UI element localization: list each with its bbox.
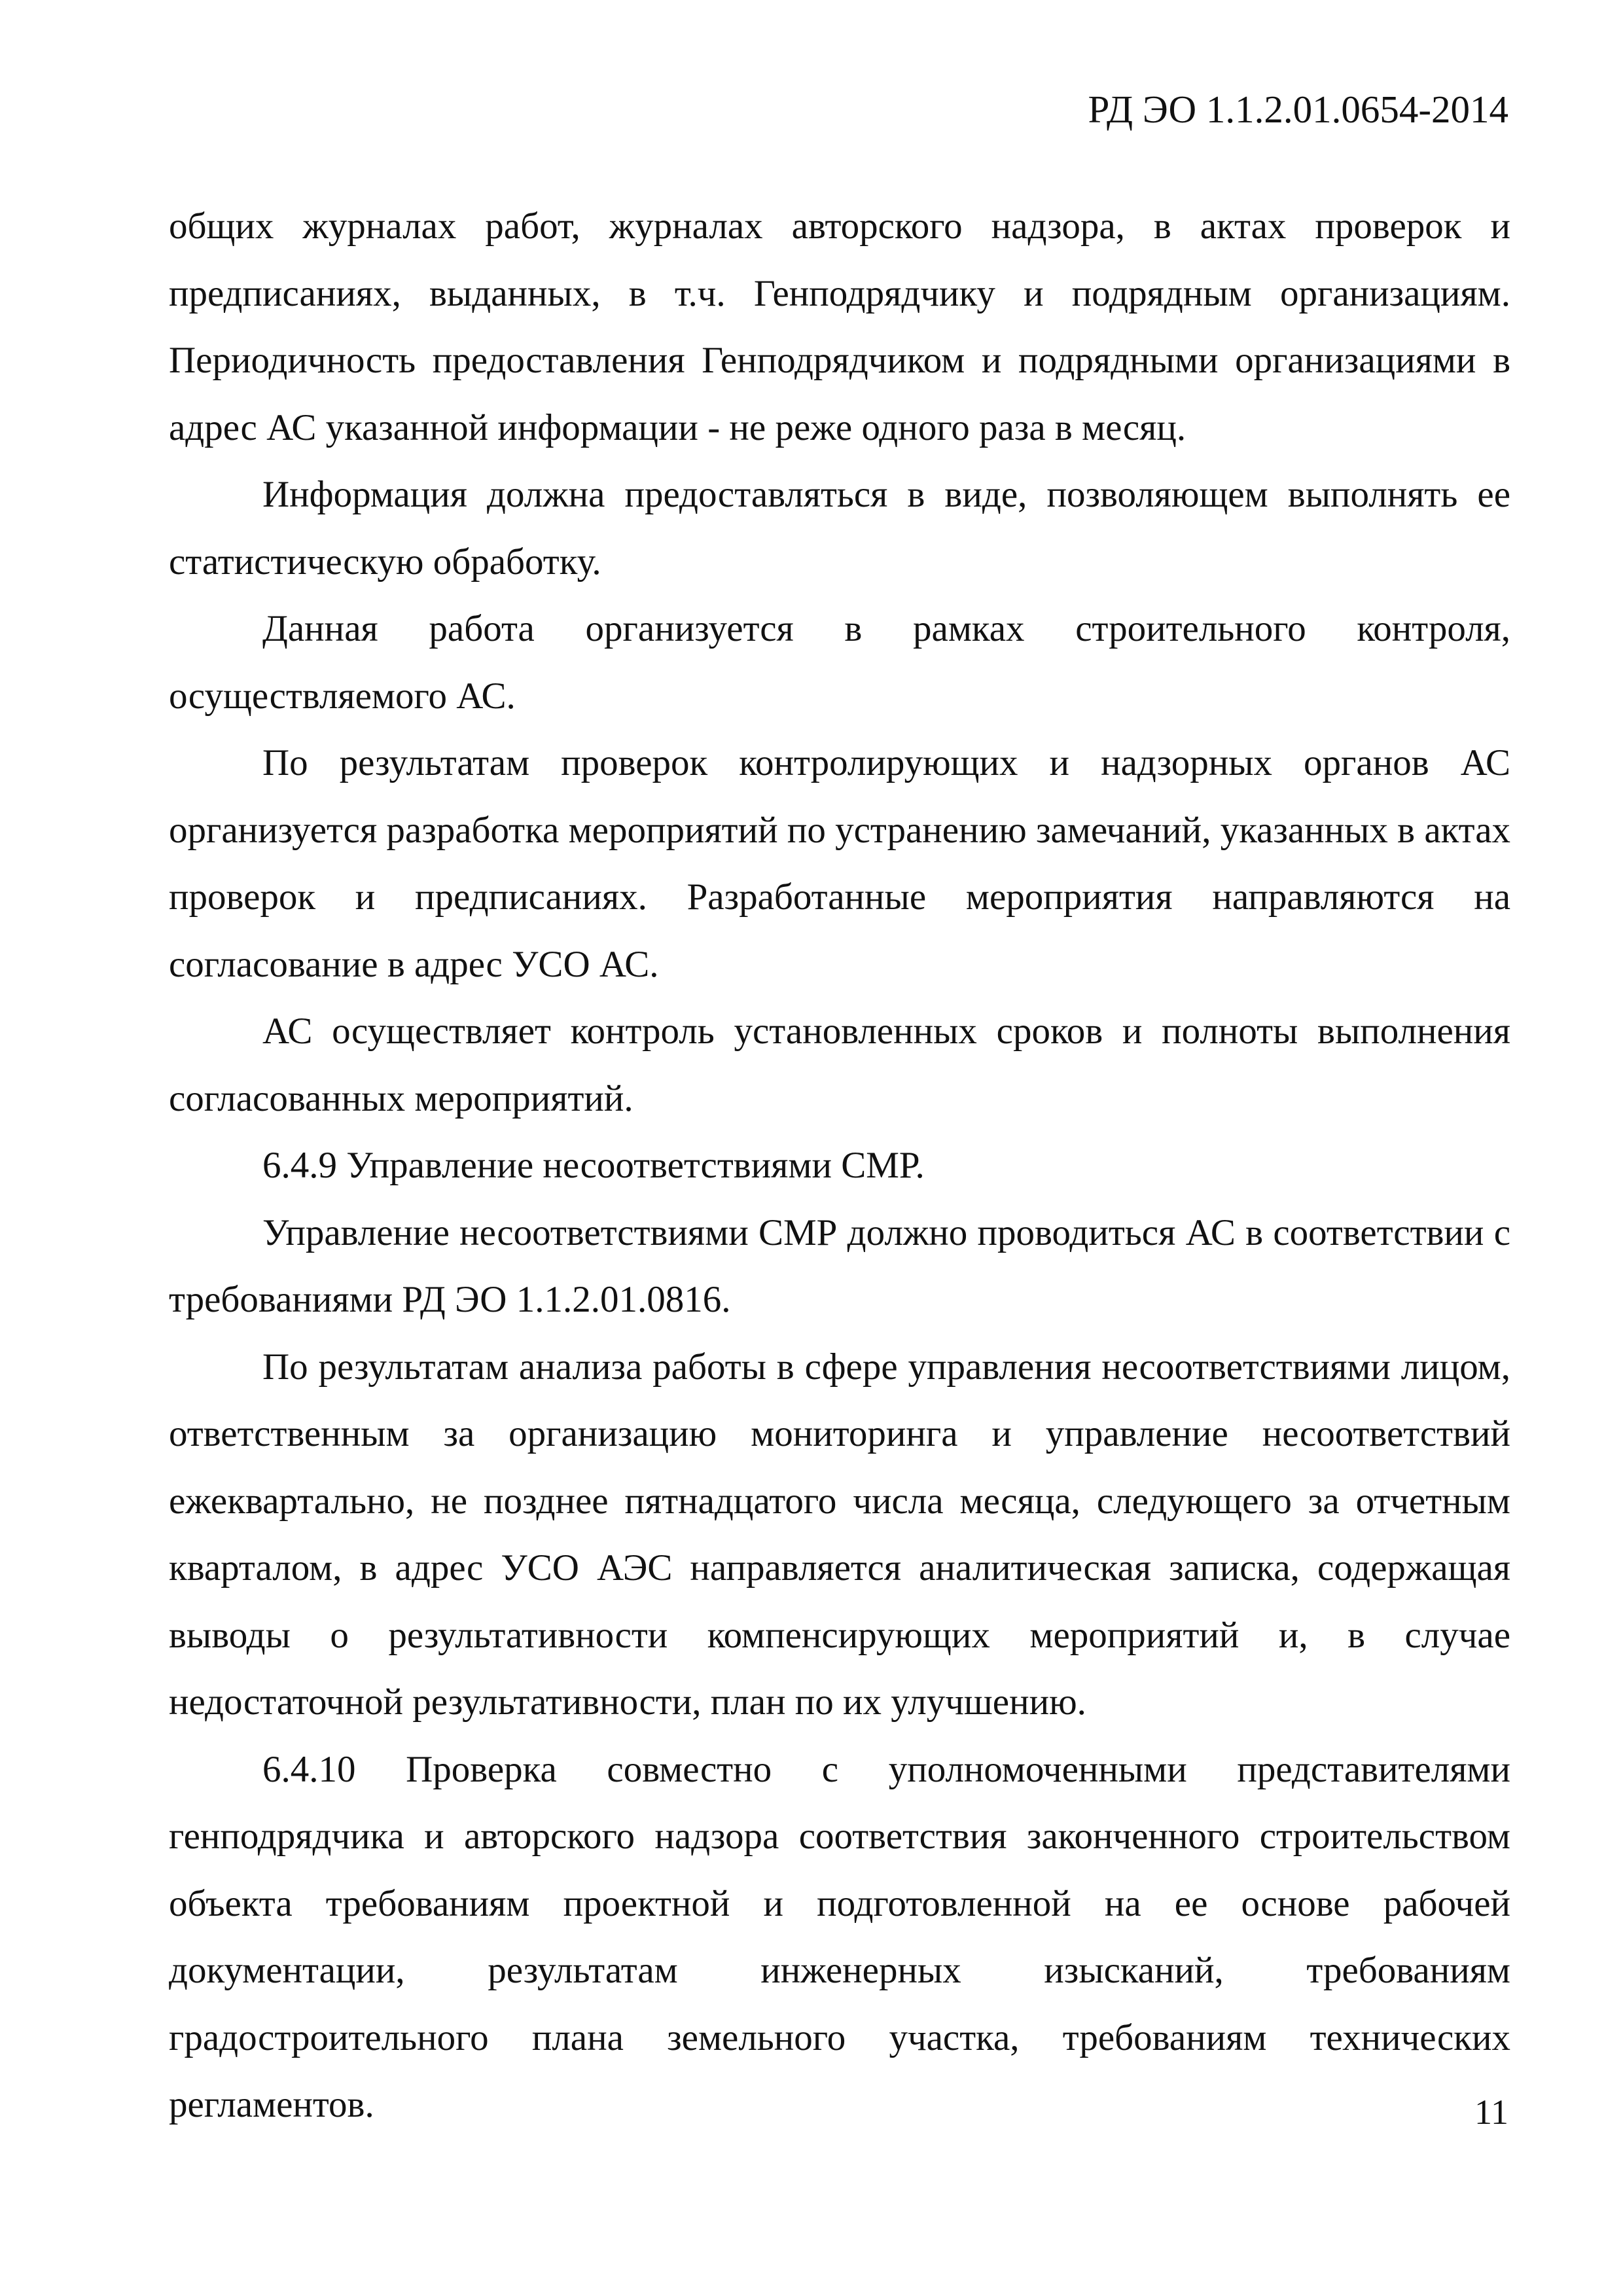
paragraph-inspection-results: По результатам проверок контролирующих и надзорных органов АС организуется разработка мероприятий по устранению замечаний, указанных в актах проверок и предписаниях. Разработанные мероприятия направляются на согласование в адрес УСО АС. [169,742,1510,985]
page-number: 11 [1474,2092,1508,2132]
paragraph-nonconformity-management: Управление несоответствиями СМР должно проводиться АС в соответствии с требованиями РД ЭО 1.1.2.01.0816. [169,1211,1510,1320]
document-code-header: РД ЭО 1.1.2.01.0654-2014 [1088,88,1508,131]
paragraph-information-format: Информация должна предоставляться в виде, позволяющем выполнять ее статистическую обработку. [169,474,1510,583]
paragraph-analysis-report: По результатам анализа работы в сфере управления несоответствиями лицом, ответственным за организацию мониторинга и управление несоответствий ежеквартально, не позднее пятнадцатого числа месяца, следующего за отчетным кварталом, в адрес УСО АЭС направляется аналитическая записка, содержащая выводы о результативности компенсирующих мероприятий и, в случае недостаточной результативности, план по их улучшению. [169,1346,1510,1723]
paragraph-continuation: общих журналах работ, журналах авторского надзора, в актах проверок и предписаниях, выданных, в т.ч. Генподрядчику и подрядным организациям. Периодичность предоставления Генподрядчиком и подрядными организациями в адрес АС указанной информации - не реже одного раза в месяц. [169,206,1510,448]
paragraph-construction-control: Данная работа организуется в рамках строительного контроля, осуществляемого АС. [169,608,1510,717]
document-body [169,193,1510,2139]
section-6-4-10-verification: 6.4.10 Проверка совместно с уполномоченными представителями генподрядчика и авторского надзора соответствия законченного строительством объекта требованиям проектной и подготовленной на ее основе рабочей документации, результатам инженерных изысканий, требованиям градостроительного плана земельного участка, требованиям технических регламентов. [169,1748,1510,2125]
paragraph-deadline-control: АС осуществляет контроль установленных сроков и полноты выполнения согласованных мероприятий. [169,1011,1510,1119]
section-heading-6-4-9: 6.4.9 Управление несоответствиями СМР. [262,1145,925,1186]
